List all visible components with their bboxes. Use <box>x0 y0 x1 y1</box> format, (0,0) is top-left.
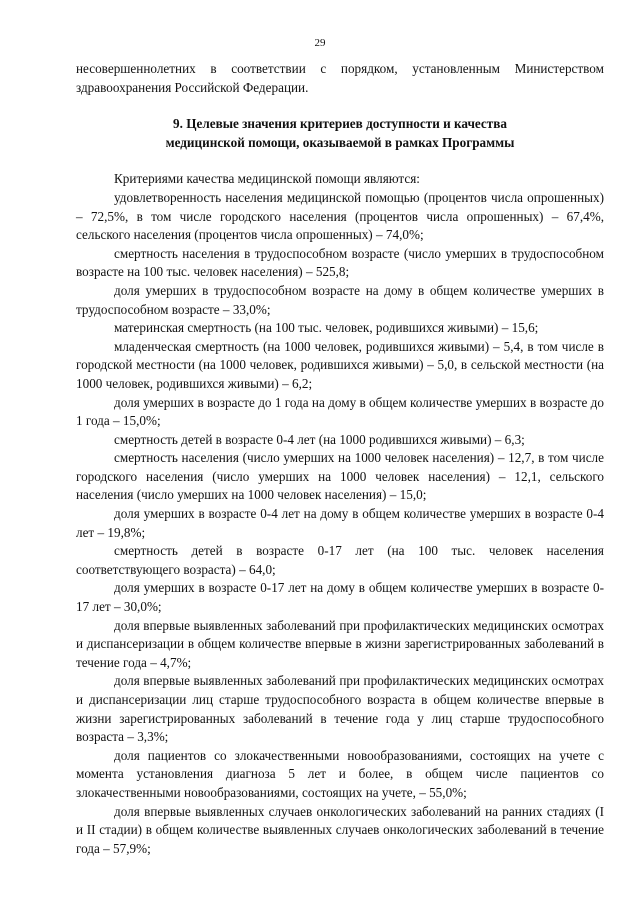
section-heading <box>76 97 604 170</box>
paragraph: младенческая смертность (на 1000 человек, родившихся живыми) – 5,4, в том числе в городской местности (на 1000 человек, родившихся живыми) – 5,0, в сельской местности (на 1000 человек, родившихся живыми) – 6,2; <box>76 338 604 391</box>
paragraph: смертность населения (число умерших на 1000 человек населения) – 12,7, в том числе городского населения (число умерших на 1000 человек населения) – 12,1, сельского населения (число умерших на 1000 человек населения) – 15,0; <box>76 450 604 503</box>
paragraph: смертность населения в трудоспособном возрасте (число умерших в трудоспособном возрасте на 100 тыс. человек населения) – 525,8; <box>76 245 604 280</box>
paragraph: доля умерших в возрасте до 1 года на дому в общем количестве умерших в возрасте до 1 года – 15,0%; <box>76 394 604 429</box>
paragraph: смертность детей в возрасте 0-17 лет (на 100 тыс. человек населения соответствующего возраста) – 64,0; <box>76 543 604 577</box>
paragraph: доля умерших в возрасте 0-4 лет на дому в общем количестве умерших в возрасте 0-4 лет – 19,8%; <box>76 506 604 540</box>
paragraph: доля впервые выявленных случаев онкологических заболеваний на ранних стадиях (I и II стадии) в общем количестве выявленных случаев онкологических заболеваний в течение года – 57,9%; <box>76 803 604 856</box>
section-heading-line-1: 9. Целевые значения критериев доступности и качества <box>173 116 507 132</box>
paragraph: удовлетворенность населения медицинской помощью (процентов числа опрошенных) – 72,5%, в том числе городского населения (процентов числа опрошенных) – 67,4%, сельского населения (процентов числа опрошенных) – 74,0%; <box>76 189 604 243</box>
section-heading-line-2: медицинской помощи, оказываемой в рамках Программы <box>165 134 515 150</box>
paragraph: доля умерших в возрасте 0-17 лет на дому в общем количестве умерших в возрасте 0-17 лет – 30,0%; <box>76 580 604 615</box>
paragraph: доля пациентов со злокачественными новообразованиями, состоящих на учете с момента установления диагноза 5 лет и более, в общем числе пациентов со злокачественными новообразованиями, состоящих на учете, – 55,0%; <box>76 747 604 800</box>
paragraph: доля умерших в трудоспособном возрасте на дому в общем количестве умерших в трудоспособном возрасте – 33,0%; <box>76 282 604 317</box>
paragraph: Критериями качества медицинской помощи являются: <box>114 171 420 187</box>
intro-paragraph: несовершеннолетних в соответствии с порядком, установленным Министерством здравоохранения Российской Федерации. <box>76 61 604 95</box>
paragraph: смертность детей в возрасте 0-4 лет (на 1000 родившихся живыми) – 6,3; <box>114 431 525 447</box>
paragraph: материнская смертность (на 100 тыс. человек, родившихся живыми) – 15,6; <box>114 320 539 336</box>
page-number: 29 <box>314 37 326 49</box>
paragraph: доля впервые выявленных заболеваний при профилактических медицинских осмотрах и диспансеризации в общем количестве впервые в жизни зарегистрированных заболеваний в течение года – 4,7%; <box>76 617 604 670</box>
document-body <box>76 60 604 858</box>
paragraph: доля впервые выявленных заболеваний при профилактических медицинских осмотрах и диспансеризации лиц старше трудоспособного возраста в общем количестве впервые в жизни зарегистрированных заболеваний в течение года у лиц старше трудоспособного возраста – 3,3%; <box>76 673 604 745</box>
